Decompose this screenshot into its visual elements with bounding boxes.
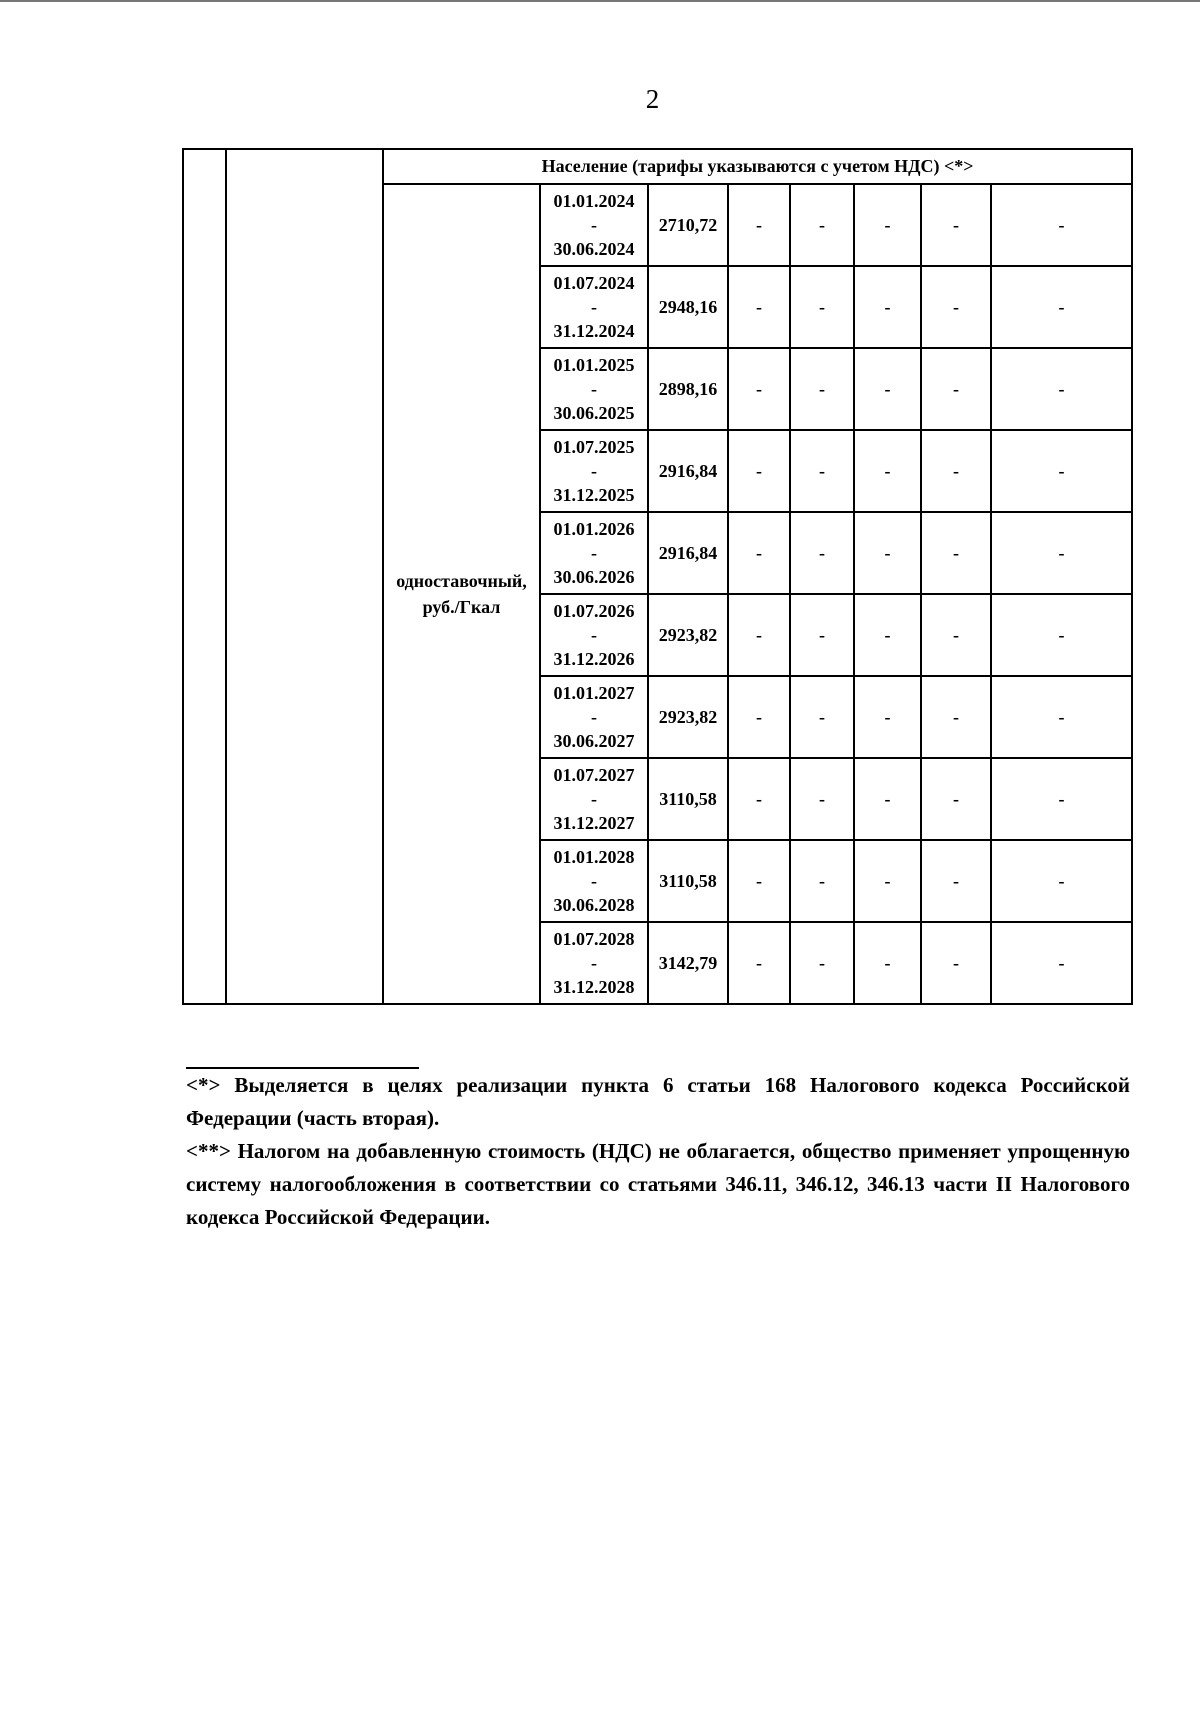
empty-value-cell: - [991, 512, 1132, 594]
empty-value-cell: - [790, 676, 854, 758]
empty-value-cell: - [728, 922, 790, 1004]
empty-value-cell: - [790, 512, 854, 594]
blank-col-2 [226, 149, 383, 1004]
tariff-method-line-2: руб./Гкал [422, 597, 501, 617]
empty-value-cell: - [728, 430, 790, 512]
empty-value-cell: - [790, 922, 854, 1004]
period-end: 31.12.2028 [553, 977, 635, 997]
empty-value-cell: - [728, 348, 790, 430]
footnote-1: <*> Выделяется в целях реализации пункта 6 статьи 168 Налогового кодекса Российской Федерации (часть вторая). [186, 1073, 1130, 1130]
empty-value-cell: - [921, 840, 991, 922]
period-cell [540, 266, 648, 348]
empty-value-cell: - [854, 594, 921, 676]
period-sep: - [591, 461, 597, 481]
period-end: 31.12.2025 [553, 485, 635, 505]
empty-value-cell: - [728, 840, 790, 922]
period-end: 31.12.2026 [553, 649, 635, 669]
table-header-row [183, 149, 1132, 184]
empty-value-cell: - [790, 184, 854, 266]
empty-value-cell: - [854, 840, 921, 922]
empty-value-cell: - [854, 184, 921, 266]
footnote-2: <**> Налогом на добавленную стоимость (НДС) не облагается, общество применяет упрощенную систему налогообложения в соответствии со статьями 346.11, 346.12, 346.13 части II Налогового кодекса Российской Федерации. [186, 1139, 1130, 1229]
empty-value-cell: - [854, 266, 921, 348]
period-end: 30.06.2025 [553, 403, 635, 423]
page-number: 2 [645, 84, 660, 114]
empty-value-cell: - [921, 348, 991, 430]
period-sep: - [591, 953, 597, 973]
tariff-value-cell: 2948,16 [648, 266, 728, 348]
empty-value-cell: - [991, 594, 1132, 676]
empty-value-cell: - [991, 676, 1132, 758]
period-start: 01.01.2025 [553, 355, 635, 375]
empty-value-cell: - [728, 266, 790, 348]
empty-value-cell: - [921, 266, 991, 348]
period-sep: - [591, 707, 597, 727]
period-sep: - [591, 379, 597, 399]
period-start: 01.01.2026 [553, 519, 635, 539]
empty-value-cell: - [991, 184, 1132, 266]
period-cell [540, 430, 648, 512]
empty-value-cell: - [728, 512, 790, 594]
period-start: 01.01.2027 [553, 683, 635, 703]
empty-value-cell: - [790, 594, 854, 676]
section-header: Население (тарифы указываются с учетом НДС) <*> [383, 149, 1132, 184]
empty-value-cell: - [728, 594, 790, 676]
empty-value-cell: - [790, 266, 854, 348]
empty-value-cell: - [991, 266, 1132, 348]
empty-value-cell: - [854, 348, 921, 430]
tariff-value-cell: 2923,82 [648, 676, 728, 758]
empty-value-cell: - [991, 840, 1132, 922]
empty-value-cell: - [921, 512, 991, 594]
period-sep: - [591, 871, 597, 891]
scan-top-edge [0, 0, 1200, 2]
empty-value-cell: - [854, 922, 921, 1004]
empty-value-cell: - [921, 922, 991, 1004]
period-end: 31.12.2024 [553, 321, 635, 341]
period-cell [540, 922, 648, 1004]
empty-value-cell: - [921, 594, 991, 676]
tariff-value-cell: 2710,72 [648, 184, 728, 266]
period-cell [540, 348, 648, 430]
empty-value-cell: - [991, 922, 1132, 1004]
footnotes [186, 1069, 1130, 1234]
period-sep: - [591, 297, 597, 317]
empty-value-cell: - [921, 430, 991, 512]
period-cell [540, 512, 648, 594]
period-end: 30.06.2024 [553, 239, 635, 259]
tariff-value-cell: 2923,82 [648, 594, 728, 676]
period-start: 01.07.2025 [553, 437, 635, 457]
period-start: 01.07.2027 [553, 765, 635, 785]
period-sep: - [591, 215, 597, 235]
blank-col-1 [183, 149, 226, 1004]
period-cell [540, 676, 648, 758]
period-start: 01.07.2026 [553, 601, 635, 621]
empty-value-cell: - [728, 758, 790, 840]
empty-value-cell: - [854, 512, 921, 594]
period-cell [540, 184, 648, 266]
tariff-value-cell: 3142,79 [648, 922, 728, 1004]
tariff-method-line-1: одноставочный, [396, 571, 527, 591]
tariff-value-cell: 2916,84 [648, 430, 728, 512]
period-sep: - [591, 543, 597, 563]
tariff-table [182, 148, 1133, 1005]
period-sep: - [591, 625, 597, 645]
empty-value-cell: - [728, 184, 790, 266]
tariff-value-cell: 3110,58 [648, 840, 728, 922]
period-start: 01.07.2028 [553, 929, 635, 949]
empty-value-cell: - [991, 758, 1132, 840]
tariff-value-cell: 2916,84 [648, 512, 728, 594]
empty-value-cell: - [921, 184, 991, 266]
empty-value-cell: - [991, 348, 1132, 430]
period-cell [540, 594, 648, 676]
empty-value-cell: - [790, 758, 854, 840]
period-cell [540, 840, 648, 922]
empty-value-cell: - [854, 676, 921, 758]
empty-value-cell: - [854, 430, 921, 512]
period-end: 30.06.2028 [553, 895, 635, 915]
period-start: 01.01.2024 [553, 191, 635, 211]
period-start: 01.01.2028 [553, 847, 635, 867]
period-sep: - [591, 789, 597, 809]
empty-value-cell: - [991, 430, 1132, 512]
empty-value-cell: - [921, 758, 991, 840]
period-cell [540, 758, 648, 840]
empty-value-cell: - [921, 676, 991, 758]
period-end: 30.06.2026 [553, 567, 635, 587]
empty-value-cell: - [790, 840, 854, 922]
tariff-table-body [183, 149, 1132, 1004]
empty-value-cell: - [790, 430, 854, 512]
tariff-value-cell: 3110,58 [648, 758, 728, 840]
tariff-method-cell [383, 184, 540, 1004]
tariff-value-cell: 2898,16 [648, 348, 728, 430]
period-end: 30.06.2027 [553, 731, 635, 751]
empty-value-cell: - [854, 758, 921, 840]
empty-value-cell: - [728, 676, 790, 758]
period-end: 31.12.2027 [553, 813, 635, 833]
empty-value-cell: - [790, 348, 854, 430]
period-start: 01.07.2024 [553, 273, 635, 293]
